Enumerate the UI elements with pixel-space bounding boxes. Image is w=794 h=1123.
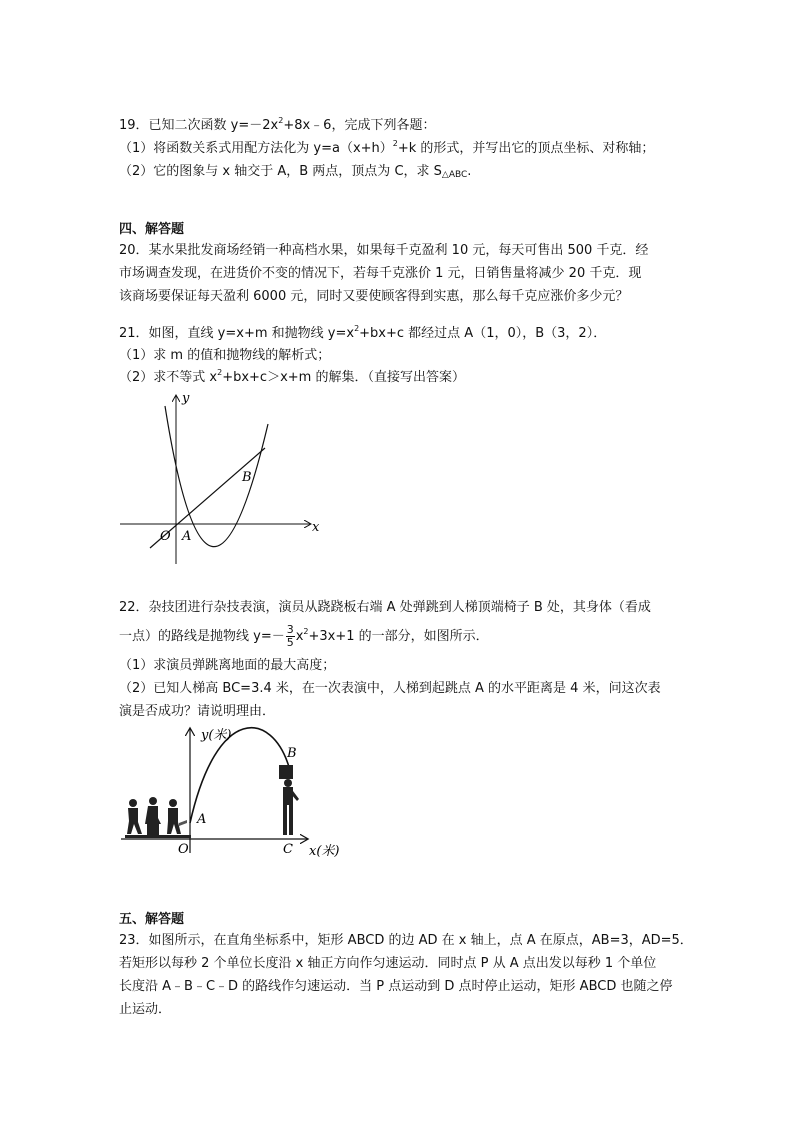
human-ladder-illustration: [279, 765, 299, 835]
q20-line3: 该商场要保证每天盈利 6000 元，同时又要使顾客得到实惠，那么每千克应涨价多少元？: [119, 289, 629, 304]
label-O: O: [178, 842, 189, 857]
q22-figure: [117, 723, 357, 863]
fraction: $\frac{3}{5}$: [286, 623, 294, 649]
q22-line1: 22．杂技团进行杂技表演，演员从跷跷板右端 A 处弹跳到人梯顶端椅子 B 处，其身体（看成: [119, 600, 651, 615]
label-B: B: [287, 746, 297, 761]
q21-stem: 21．如图，直线 y=x+m 和抛物线 $y=x^2+bx+c$ 都经过点 A（1，0），B（3，2）．: [119, 324, 607, 341]
label-A: A: [197, 812, 207, 827]
label-A: A: [182, 529, 192, 544]
q21-part2: （2）求不等式 $x^2+bx+c>x+m$ 的解集．（直接写出答案）: [119, 368, 465, 385]
q23-line2: 若矩形以每秒 2 个单位长度沿 x 轴正方向作匀速运动．同时点 P 从 A 点出发以每秒 1 个单位: [119, 956, 657, 971]
q21-figure: [112, 388, 327, 568]
q23-line4: 止运动．: [119, 1002, 172, 1017]
label-y: y(米): [201, 728, 232, 743]
performers-illustration: [125, 797, 191, 838]
q22-part2-line1: （2）已知人梯高 BC=3.4 米，在一次表演中，人梯到起跳点 A 的水平距离是 4 米，问这次表: [119, 681, 661, 696]
label-O: O: [160, 529, 171, 544]
q19-part2: （2）它的图象与 x 轴交于 A，B 两点，顶点为 C，求 $S_{\triangle ABC}$.: [119, 164, 472, 180]
label-y: y: [182, 391, 190, 406]
q20-line2: 市场调查发现，在进货价不变的情况下，若每千克涨价 1 元，日销售量将减少 20 千克．现: [119, 266, 642, 281]
q20-line1: 20．某水果批发商场经销一种高档水果，如果每千克盈利 10 元，每天可售出 500 千克．经: [119, 243, 649, 258]
q22-line2: 一点）的路线是抛物线 y=－ $\frac{3}{5}$ $x^2+3x+1$ 的一部分，如图所示．: [119, 623, 489, 649]
label-B: B: [242, 470, 252, 485]
parabola-graph: [165, 406, 268, 547]
q21-part1: （1）求 m 的值和抛物线的解析式；: [119, 348, 331, 363]
q22-part2-line2: 演是否成功？请说明理由．: [119, 704, 276, 719]
label-x: x: [312, 520, 320, 535]
label-x: x(米): [309, 844, 340, 859]
q19-part1: （1）将函数关系式用配方法化为 $y=a(x+h)^2+k$ 的形式，并写出它的顶点坐标、对称轴；: [119, 139, 655, 156]
section-heading-4: 四、解答题: [119, 222, 185, 237]
q23-line3: 长度沿 A﹣B﹣C﹣D 的路线作匀速运动．当 P 点运动到 D 点时停止运动，矩形 ABCD 也随之停: [119, 979, 673, 994]
q19-stem: 19．已知二次函数 $y=-2x^2+8x﹣6$，完成下列各题：: [119, 116, 436, 133]
q23-line1: 23．如图所示，在直角坐标系中，矩形 ABCD 的边 AD 在 x 轴上，点 A 在原点，AB=3，AD=5．: [119, 933, 693, 948]
section-heading-5: 五、解答题: [119, 912, 185, 927]
label-C: C: [283, 842, 293, 857]
q22-part1: （1）求演员弹跳离地面的最大高度；: [119, 658, 336, 673]
